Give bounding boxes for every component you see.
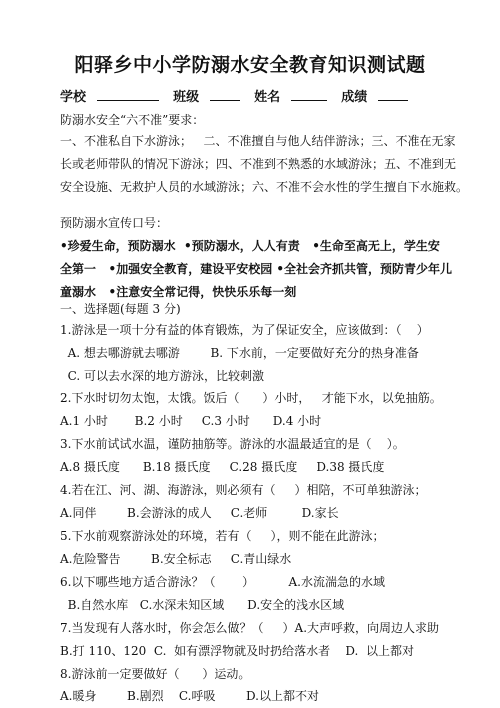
page-title: 阳驿乡中小学防溺水安全教育知识测试题 xyxy=(74,54,426,76)
school-label: 学校 xyxy=(60,90,87,105)
six-no-line: 长或老师带队的情况下游泳；四、不准到不熟悉的水域游泳；五、不准到无 xyxy=(60,157,457,171)
slogan-line: 全第一 •加强安全教育，建设平安校园 •全社会齐抓共管，预防青少年儿 xyxy=(60,262,453,276)
question-line: 3.下水前试试水温，谨防抽筋等。游泳的水温最适宜的是（ ）。 xyxy=(60,437,405,451)
option-line: A. 想去哪游就去哪游 B. 下水前，一定要做好充分的热身准备 xyxy=(60,346,419,360)
option-line: A.暖身 B.剧烈 C.呼吸 D.以上都不对 xyxy=(60,689,319,703)
name-field[interactable] xyxy=(291,87,327,101)
option-line: B.打 110、120 C. 如有漂浮物就及时扔给落水者 D. 以上都对 xyxy=(60,644,414,658)
name-label: 姓名 xyxy=(254,90,281,105)
option-line: A.8 摄氏度 B.18 摄氏度 C.28 摄氏度 D.38 摄氏度 xyxy=(60,460,385,474)
option-line: C. 可以去水深的地方游泳，比较刺激 xyxy=(60,369,265,383)
slogans-heading: 预防溺水宣传口号： xyxy=(60,216,169,230)
student-info-row xyxy=(60,86,418,105)
class-field[interactable] xyxy=(210,87,240,101)
question-line: 8.游泳前一定要做好（ ）运动。 xyxy=(60,667,251,681)
slogan-line: 童溺水 •注意安全常记得，快快乐乐每一刻 xyxy=(60,285,297,299)
six-no-line: 一、不准私自下水游泳； 二、不准擅自与他人结伴游泳；三、不准在无家 xyxy=(60,134,456,148)
score-field[interactable] xyxy=(378,87,408,101)
option-line: A.同伴 B.会游泳的成人 C.老师 D.家长 xyxy=(60,506,339,520)
option-line: A.1 小时 B.2 小时 C.3 小时 D.4 小时 xyxy=(60,414,322,428)
school-field[interactable] xyxy=(97,87,159,101)
question-line: 5.下水前观察游泳处的环境，若有（ ），则不能在此游泳； xyxy=(60,529,385,543)
six-no-line: 安全设施、无救护人员的水域游泳；六、不准不会水性的学生擅自下水施救。 xyxy=(60,180,469,194)
class-label: 班级 xyxy=(173,90,200,105)
question-line: 6.以下哪些地方适合游泳？（ ） A.水流湍急的水域 xyxy=(60,575,385,589)
question-line: 1.游泳是一项十分有益的体育锻炼，为了保证安全，应该做到：（ ） xyxy=(60,323,429,337)
option-line: B.自然水库 C.水深未知区域 D.安全的浅水区域 xyxy=(60,598,345,612)
question-line: 4.若在江、河、湖、海游泳，则必须有（ ）相陪，不可单独游泳； xyxy=(60,483,427,497)
slogan-line: •珍爱生命，预防溺水 •预防溺水，人人有责 •生命至高无上，学生安 xyxy=(60,239,440,253)
question-line: 7.当发现有人落水时，你会怎么做？（ ）A.大声呼救，向周边人求助 xyxy=(60,621,440,635)
score-label: 成绩 xyxy=(341,90,368,105)
section-heading: 一、选择题(每题 3 分) xyxy=(60,302,181,316)
option-line: A.危险警告 B.安全标志 C.青山绿水 xyxy=(60,552,292,566)
question-line: 2.下水时切勿太饱，太饿。饭后（ ）小时， 才能下水，以免抽筋。 xyxy=(60,391,442,405)
six-no-heading: 防溺水安全“六不准”要求： xyxy=(60,113,205,127)
